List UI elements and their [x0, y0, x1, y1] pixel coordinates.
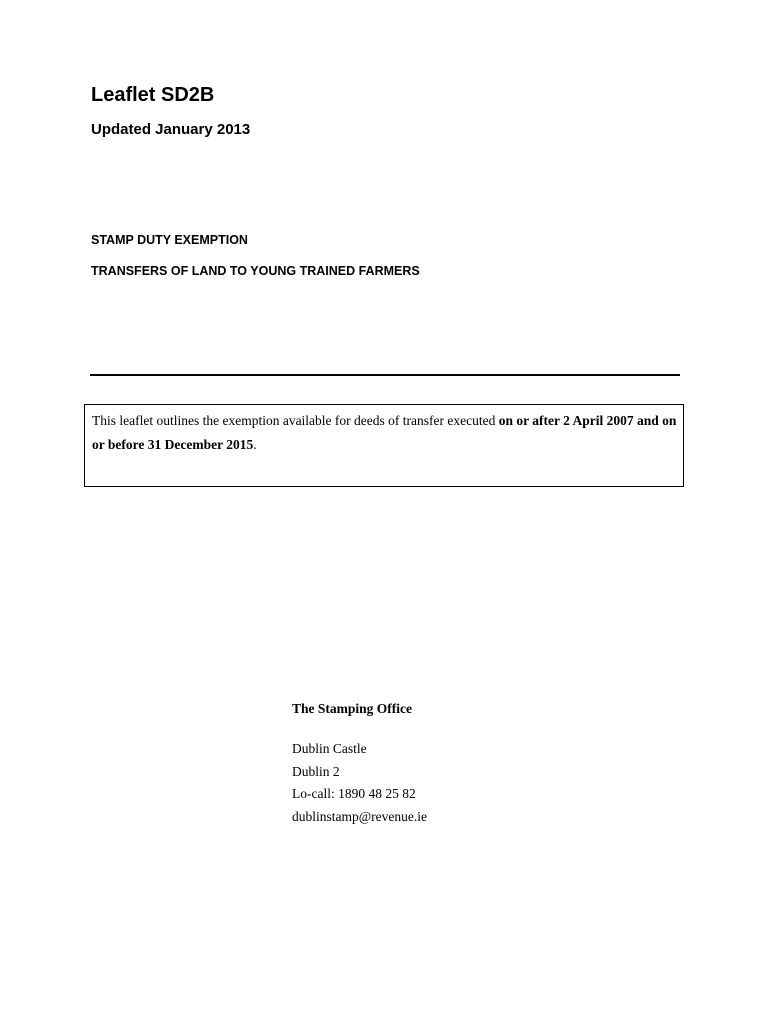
horizontal-rule	[90, 374, 680, 376]
updated-date: Updated January 2013	[91, 121, 251, 138]
notice-end-text: .	[253, 437, 257, 452]
email-address: dublinstamp@revenue.ie	[292, 808, 428, 824]
notice-dates-text: on or after 2 April 2007 and on or before 31 December 2015	[92, 413, 677, 452]
address-line-1: Dublin Castle	[292, 741, 367, 757]
address-line-2: Dublin 2	[292, 763, 340, 779]
notice-intro-text: This leaflet outlines the exemption available for deeds of transfer executed	[92, 413, 499, 428]
document-title: Leaflet SD2B	[91, 84, 215, 106]
section-heading-exemption: STAMP DUTY EXEMPTION	[91, 233, 248, 247]
contact-block	[292, 701, 427, 828]
section-heading-transfers: TRANSFERS OF LAND TO YOUNG TRAINED FARMERS	[91, 264, 420, 278]
locall-number: Lo-call: 1890 48 25 82	[292, 786, 416, 802]
notice-box	[84, 404, 684, 487]
office-name: The Stamping Office	[292, 701, 412, 716]
